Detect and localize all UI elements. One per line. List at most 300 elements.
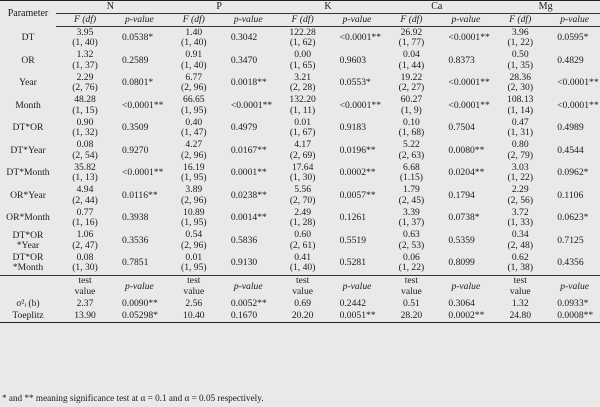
f-df-cell	[382, 252, 440, 275]
p-value-header: p-value	[332, 14, 383, 27]
f-df-cell	[382, 72, 440, 95]
p-value-cell: 0.9130	[230, 257, 258, 268]
parameter-header: Parameter	[7, 7, 49, 19]
nutrient-header-k: K	[274, 1, 383, 14]
footnote: * and ** meaning significance test at α = 0.1 and α = 0.05 respectively.	[2, 393, 264, 403]
p-value-cell: <0.0001**	[122, 99, 164, 111]
f-df-cell	[165, 162, 223, 185]
df-value: (1, 16)	[72, 217, 98, 229]
test-value-header-line: value	[292, 285, 313, 297]
table-row	[0, 27, 600, 50]
f-value: 48.28	[74, 94, 96, 106]
f-df-cell	[491, 27, 549, 50]
f-value: 0.34	[511, 229, 529, 241]
row-label	[0, 252, 56, 275]
test-p-value-cell: 0.05298*	[114, 310, 165, 323]
df-value: (2, 96)	[181, 82, 207, 94]
table-row	[0, 95, 600, 118]
f-df-cell	[491, 50, 549, 73]
table-row	[0, 252, 600, 275]
test-value-header-line: value	[183, 285, 205, 297]
f-df-cell	[165, 95, 223, 118]
p-value-header: p-value	[114, 14, 165, 27]
df-value: (1, 95)	[181, 262, 207, 274]
df-value: (2, 48)	[507, 239, 534, 251]
df-value: (1, 32)	[72, 127, 98, 139]
f-value: 3.96	[511, 26, 529, 38]
p-value-cell: 0.8099	[448, 257, 475, 268]
f-df-cell	[491, 185, 549, 208]
p-value-cell: <0.0001**	[230, 99, 273, 111]
test-value-header	[165, 275, 223, 298]
f-value: 19.22	[400, 71, 423, 83]
f-value: 4.17	[294, 139, 311, 151]
f-value: 60.27	[400, 94, 423, 106]
p-value-cell: <0.0001**	[557, 99, 599, 111]
df-value: (1, 40)	[181, 59, 207, 71]
header-row-stats	[0, 14, 600, 27]
f-value: 5.22	[403, 139, 420, 151]
f-value: 0.63	[403, 229, 420, 241]
f-df-cell	[56, 27, 114, 50]
df-value: (1, 47)	[181, 127, 207, 139]
df-value: (2, 63)	[398, 149, 425, 161]
f-value: 0.10	[403, 116, 420, 128]
f-value: 66.65	[183, 94, 205, 106]
df-value: (2, 47)	[72, 239, 98, 251]
df-value: (2, 30)	[507, 82, 534, 94]
f-value: 10.89	[183, 206, 205, 218]
f-value: 0.47	[511, 116, 529, 128]
f-df-cell	[56, 50, 114, 73]
row-label	[0, 162, 56, 185]
f-df-cell	[382, 230, 440, 253]
df-value: (1, 40)	[289, 262, 316, 274]
f-df-cell	[165, 207, 223, 230]
f-value: 0.80	[511, 139, 529, 151]
df-value: (1, 37)	[398, 217, 425, 229]
df-value: (2, 45)	[398, 194, 425, 206]
f-df-cell	[382, 140, 440, 163]
p-value-cell: <0.0001**	[448, 99, 490, 111]
f-value: 0.06	[403, 251, 420, 263]
f-df-cell	[56, 72, 114, 95]
df-value: (2, 96)	[181, 194, 207, 206]
f-df-cell	[165, 185, 223, 208]
f-value: 2.29	[76, 71, 94, 83]
test-p-value-cell: 0.0008**	[549, 310, 600, 323]
p-value-cell: 0.0553*	[339, 77, 371, 88]
row-label-line: Month	[15, 99, 41, 111]
test-value-header-line: value	[401, 285, 422, 297]
f-value: 0.08	[76, 251, 94, 263]
test-label: σ²ᵢ (b)	[16, 297, 40, 309]
row-label	[0, 27, 56, 50]
p-value-cell: 0.7851	[122, 257, 149, 268]
row-label-line: DT*Month	[6, 167, 50, 179]
p-value-cell: 0.0167**	[230, 144, 267, 156]
df-value: (1, 38)	[507, 262, 534, 274]
f-df-header: F (df)	[382, 14, 440, 27]
df-value: (2, 54)	[72, 149, 98, 161]
p-value-cell: 0.4979	[230, 122, 258, 133]
p-value-header: p-value	[223, 14, 274, 27]
p-value-cell: 0.1794	[448, 189, 475, 201]
row-label	[0, 117, 56, 140]
p-value-cell: 0.7504	[448, 122, 475, 133]
f-df-cell	[382, 207, 440, 230]
blank-cell	[0, 275, 56, 298]
row-label-line: *Year	[16, 239, 40, 251]
f-df-cell	[382, 27, 440, 50]
f-df-cell	[274, 117, 332, 140]
table-row	[0, 117, 600, 140]
f-value: 0.91	[185, 49, 203, 61]
f-df-cell	[274, 72, 332, 95]
p-value-cell: <0.0001**	[448, 77, 490, 88]
f-df-cell	[382, 162, 440, 185]
f-df-cell	[56, 162, 114, 185]
p-value-cell: <0.0001**	[448, 32, 490, 43]
test-p-value-cell: 0.3064	[448, 297, 475, 309]
df-value: (1, 44)	[398, 59, 425, 71]
p-value-cell: 0.0623*	[557, 212, 589, 223]
df-value: (1, 40)	[72, 37, 98, 49]
p-value-cell: 0.4829	[557, 54, 584, 66]
f-df-cell	[491, 72, 549, 95]
p-value-cell: 0.0057**	[339, 189, 376, 201]
test-p-value-cell: 0.1670	[223, 310, 274, 323]
f-value: 3.03	[511, 161, 529, 173]
test-p-value-header: p-value	[549, 275, 600, 298]
test-value-cell: 0.51	[403, 297, 420, 309]
p-value-cell: <0.0001**	[339, 99, 381, 111]
df-value: (1, 14)	[507, 104, 534, 116]
p-value-cell: 0.0595*	[557, 32, 589, 43]
row-label	[0, 185, 56, 208]
p-value-cell: 0.0080**	[448, 144, 485, 156]
df-value: (2, 70)	[289, 194, 316, 206]
df-value: (1, 68)	[398, 127, 425, 139]
f-df-cell	[56, 95, 114, 118]
p-value-cell: 0.3470	[230, 54, 258, 66]
df-value: (2, 61)	[289, 239, 316, 251]
f-value: 35.82	[74, 161, 96, 173]
row-label-line: DT	[21, 32, 35, 43]
f-df-cell	[165, 50, 223, 73]
f-value: 0.01	[185, 251, 203, 263]
f-value: 0.08	[76, 139, 94, 151]
f-df-cell	[382, 185, 440, 208]
test-label: Toeplitz	[0, 310, 56, 323]
row-label	[0, 50, 56, 73]
f-df-cell	[491, 230, 549, 253]
f-value: 0.00	[294, 49, 311, 61]
f-value: 3.89	[185, 184, 203, 196]
df-value: (1, 22)	[398, 262, 425, 274]
f-value: 6.77	[185, 71, 203, 83]
test-value-cell: 13.90	[56, 310, 114, 323]
p-value-cell: 0.0738*	[448, 212, 480, 223]
test-value-cell: 2.37	[76, 297, 94, 309]
test-value-cell: 2.56	[185, 297, 203, 309]
f-value: 28.36	[509, 71, 532, 83]
f-value: 0.04	[403, 49, 420, 61]
nutrient-header-ca: Ca	[382, 1, 491, 14]
p-value-cell: <0.0001**	[122, 167, 164, 178]
test-p-value-cell: 0.2442	[339, 297, 366, 309]
df-value: (1, 11)	[289, 104, 316, 116]
test-value-cell: 1.32	[511, 297, 529, 309]
df-value: (1, 37)	[72, 59, 98, 71]
f-df-cell	[165, 27, 223, 50]
df-value: (1, 31)	[507, 127, 534, 139]
row-label	[0, 95, 56, 118]
p-value-cell: <0.0001**	[557, 77, 599, 88]
f-value: 0.90	[76, 116, 94, 128]
test-header-row	[0, 275, 600, 298]
df-value: (1, 62)	[289, 37, 316, 49]
p-value-cell: 0.5359	[448, 234, 475, 246]
p-value-cell: 0.0196**	[339, 144, 376, 156]
f-value: 0.40	[185, 116, 203, 128]
f-df-cell	[165, 72, 223, 95]
df-value: (1, 30)	[289, 172, 316, 184]
p-value-cell: 0.5836	[230, 234, 258, 246]
p-value-cell: <0.0001**	[339, 32, 381, 43]
table-row	[0, 162, 600, 185]
table-row	[0, 72, 600, 95]
p-value-cell: 0.7125	[557, 234, 584, 246]
p-value-cell: 0.8373	[448, 54, 475, 66]
p-value-cell: 0.3042	[230, 32, 258, 43]
table-row	[0, 50, 600, 73]
df-value: (2, 76)	[72, 82, 98, 94]
f-value: 26.92	[400, 26, 423, 38]
test-p-value-cell: 0.0933*	[557, 297, 589, 309]
nutrient-header-n: N	[56, 1, 165, 14]
test-p-value-header: p-value	[332, 275, 383, 298]
df-value: (1, 40)	[181, 37, 207, 49]
f-value: 0.77	[76, 206, 94, 218]
test-value-header	[274, 275, 332, 298]
df-value: (1, 95)	[181, 172, 207, 184]
df-value: (1, 30)	[72, 262, 98, 274]
f-df-cell	[491, 207, 549, 230]
df-value: (2, 53)	[398, 239, 425, 251]
test-value-cell: 28.20	[382, 310, 440, 323]
f-df-cell	[491, 162, 549, 185]
f-df-cell	[165, 252, 223, 275]
f-value: 0.62	[511, 251, 529, 263]
f-value: 2.49	[294, 206, 311, 218]
df-value: (1, 9)	[401, 104, 422, 116]
test-value-header	[382, 275, 440, 298]
row-label	[0, 72, 56, 95]
df-value: (2, 28)	[289, 82, 316, 94]
f-value: 3.21	[294, 71, 311, 83]
f-df-cell	[165, 117, 223, 140]
row-label-line: DT*Year	[10, 144, 46, 156]
f-df-cell	[274, 230, 332, 253]
p-value-cell: 0.3536	[122, 234, 149, 246]
f-value: 4.27	[185, 139, 203, 151]
f-value: 108.13	[507, 94, 534, 106]
test-value-cell: 20.20	[274, 310, 332, 323]
f-df-cell	[56, 117, 114, 140]
f-df-cell	[165, 140, 223, 163]
p-value-cell: 0.3938	[122, 212, 149, 223]
f-value: 5.56	[294, 184, 311, 196]
p-value-cell: 0.0018**	[230, 77, 267, 88]
f-df-cell	[491, 252, 549, 275]
df-value: (1, 13)	[72, 172, 98, 184]
test-value-header-line: value	[74, 285, 96, 297]
p-value-cell: 0.1106	[557, 189, 584, 201]
f-value: 1.79	[403, 184, 420, 196]
df-value: (2, 27)	[398, 82, 425, 94]
f-value: 3.39	[403, 206, 420, 218]
table-row	[0, 207, 600, 230]
f-df-cell	[56, 230, 114, 253]
row-label-line: OR*Year	[10, 189, 46, 201]
df-value: (1, 28)	[289, 217, 316, 229]
p-value-cell: 0.0116**	[122, 189, 158, 201]
nutrient-header-p: P	[165, 1, 274, 14]
f-df-cell	[56, 185, 114, 208]
nutrient-header-mg: Mg	[491, 1, 600, 14]
table-row	[0, 140, 600, 163]
df-value: (1, 67)	[289, 127, 316, 139]
test-value-header	[56, 275, 114, 298]
test-value-header-line: test	[295, 275, 310, 287]
test-p-value-header: p-value	[223, 275, 274, 298]
test-p-value-cell: 0.0002**	[440, 310, 491, 323]
df-value: (2, 79)	[507, 149, 534, 161]
f-df-cell	[56, 140, 114, 163]
f-df-cell	[491, 117, 549, 140]
df-value: (1, 15)	[72, 104, 98, 116]
row-label-line: OR	[21, 54, 35, 66]
f-df-cell	[165, 230, 223, 253]
f-df-cell	[382, 50, 440, 73]
p-value-cell: 0.0538*	[122, 32, 154, 43]
f-df-cell	[274, 50, 332, 73]
p-value-cell: 0.0801*	[122, 77, 154, 88]
p-value-cell: 0.3509	[122, 122, 149, 133]
row-label-line: DT*OR	[12, 229, 44, 241]
f-value: 2.29	[511, 184, 529, 196]
row-label-line: DT*OR	[12, 122, 44, 134]
f-value: 0.60	[294, 229, 311, 241]
row-label-line: OR*Month	[6, 212, 50, 224]
f-df-header: F (df)	[491, 14, 549, 27]
row-label	[0, 207, 56, 230]
df-value: (2, 69)	[289, 149, 316, 161]
test-value-cell: 0.69	[294, 297, 311, 309]
row-label-line: DT*OR	[12, 252, 44, 264]
test-row	[0, 310, 600, 323]
f-value: 0.41	[294, 251, 311, 263]
df-value: (1, 33)	[507, 217, 534, 229]
f-value: 0.54	[185, 229, 203, 241]
df-value: (1, 22)	[507, 172, 534, 184]
f-value: 122.28	[289, 26, 316, 38]
p-value-cell: 0.0204**	[448, 167, 485, 178]
test-value-header-line: test	[404, 275, 419, 287]
f-df-header: F (df)	[274, 14, 332, 27]
f-value: 16.19	[183, 161, 205, 173]
test-value-cell: 24.80	[491, 310, 549, 323]
test-value-header-line: value	[509, 285, 531, 297]
f-df-cell	[274, 140, 332, 163]
test-p-value-cell: 0.0052**	[230, 297, 267, 309]
p-value-cell: 0.9603	[339, 54, 366, 66]
test-value-header-line: test	[78, 275, 92, 287]
row-label-line: Year	[19, 77, 37, 89]
df-value: (1, 22)	[507, 37, 534, 49]
df-value: (1, 65)	[289, 59, 316, 71]
p-value-cell: 0.5281	[339, 257, 366, 268]
p-value-header: p-value	[440, 14, 491, 27]
test-row	[0, 298, 600, 310]
test-p-value-header: p-value	[440, 275, 491, 298]
f-value: 3.95	[76, 26, 94, 38]
f-value: 0.50	[511, 49, 529, 61]
test-p-value-cell: 0.0051**	[332, 310, 383, 323]
p-value-cell: 0.9270	[122, 144, 149, 156]
df-value: (1, 95)	[181, 217, 207, 229]
p-value-cell: 0.5519	[339, 234, 366, 246]
f-value: 0.01	[294, 116, 311, 128]
f-value: 1.32	[76, 49, 94, 61]
header-row-nutrients	[0, 1, 600, 14]
table-row	[0, 230, 600, 253]
p-value-cell: 0.4989	[557, 122, 584, 133]
test-value-header-line: test	[513, 275, 527, 287]
df-value: (1, 95)	[181, 104, 207, 116]
df-value: (1, 77)	[398, 37, 425, 49]
p-value-cell: 0.0014**	[230, 212, 267, 223]
f-df-cell	[274, 27, 332, 50]
p-value-cell: 0.1261	[339, 212, 366, 223]
test-p-value-cell: 0.0090**	[122, 297, 158, 309]
f-df-cell	[56, 252, 114, 275]
row-label	[0, 230, 56, 253]
p-value-cell: 0.4356	[557, 257, 584, 268]
f-df-cell	[382, 117, 440, 140]
p-value-cell: 0.0001**	[230, 167, 267, 178]
f-df-header: F (df)	[165, 14, 223, 27]
f-df-cell	[274, 207, 332, 230]
p-value-cell: 0.0962*	[557, 167, 589, 178]
f-value: 6.68	[403, 161, 420, 173]
test-value-header-line: test	[187, 275, 201, 287]
f-value: 132.20	[289, 94, 316, 106]
f-df-cell	[491, 140, 549, 163]
table-row	[0, 185, 600, 208]
f-value: 3.72	[511, 206, 529, 218]
f-value: 1.06	[76, 229, 94, 241]
f-df-cell	[274, 185, 332, 208]
row-label-line: *Month	[12, 262, 44, 274]
p-value-header: p-value	[549, 14, 600, 27]
p-value-cell: 0.0238**	[230, 189, 267, 201]
df-value: (2, 44)	[72, 194, 98, 206]
f-df-header: F (df)	[56, 14, 114, 27]
p-value-cell: 0.9183	[339, 122, 366, 133]
test-p-value-header: p-value	[114, 275, 165, 298]
